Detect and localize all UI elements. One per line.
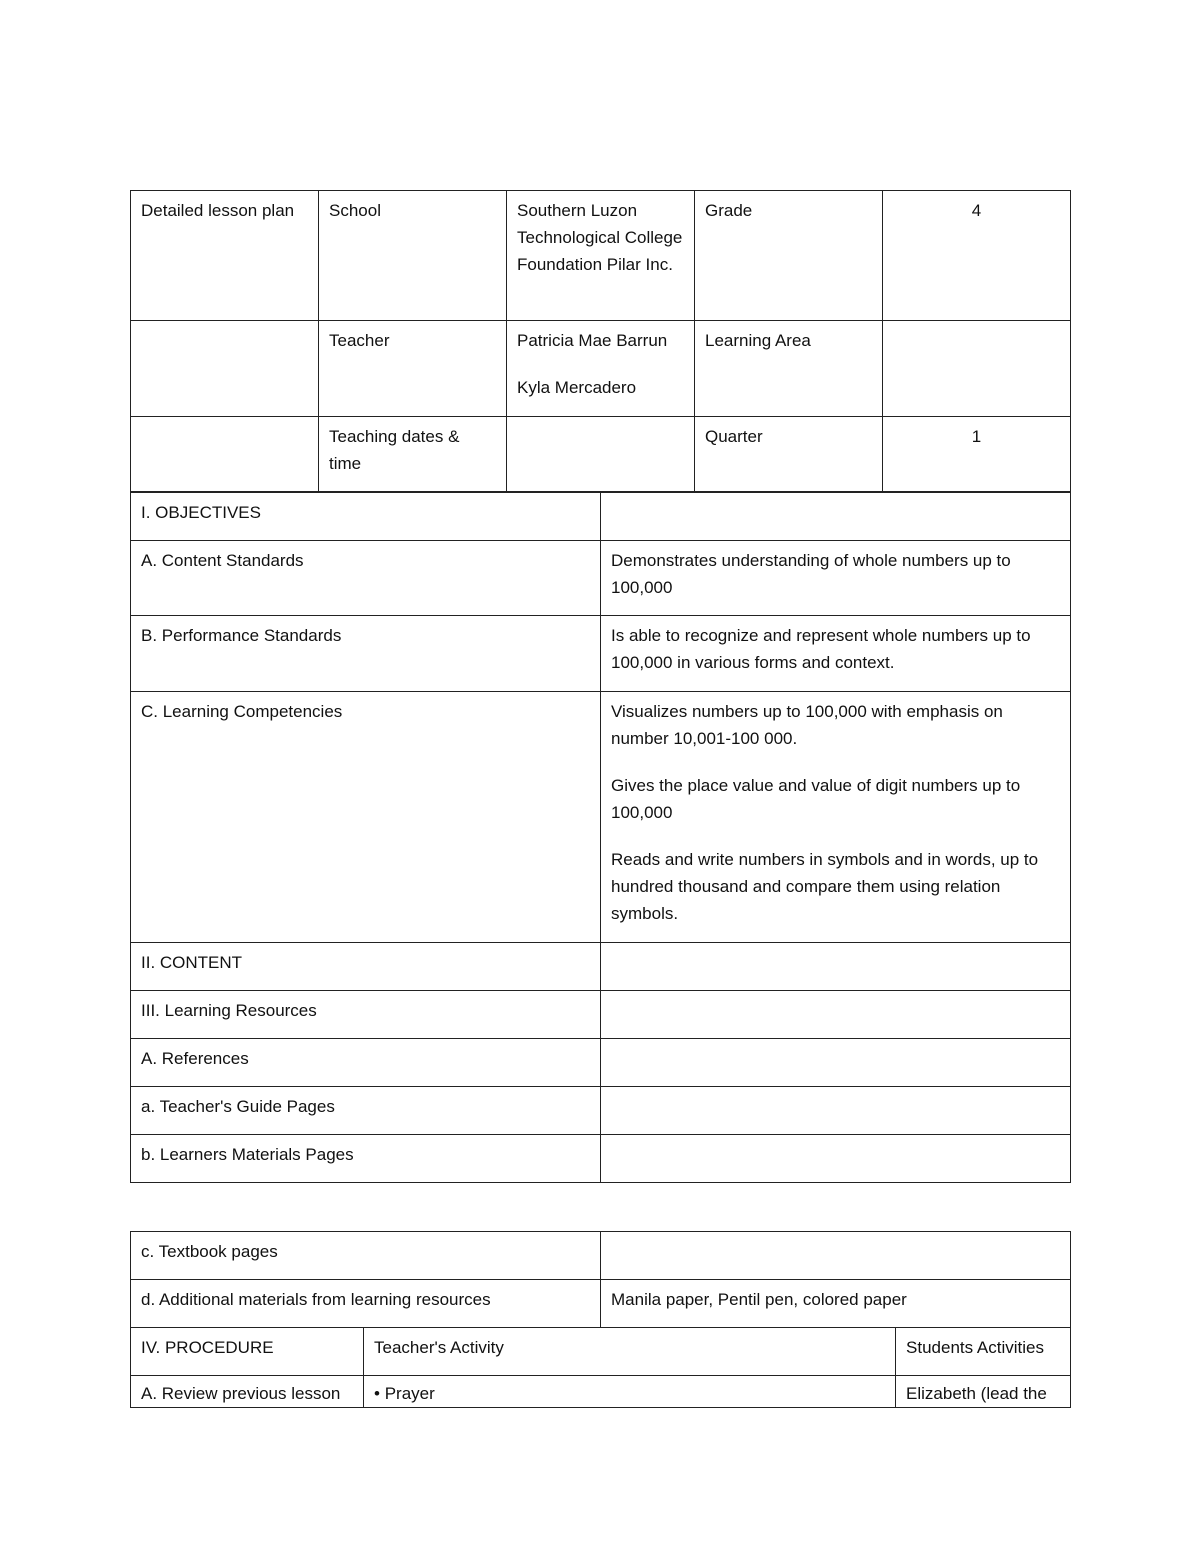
teacher-row (131, 321, 1071, 417)
content-standards-row (131, 541, 1071, 616)
empty-cell (601, 991, 1071, 1039)
teachers-guide-label: a. Teacher's Guide Pages (131, 1087, 601, 1135)
additional-materials-row (131, 1280, 1071, 1328)
review-teacher-text: Prayer (384, 1384, 435, 1403)
quarter-value: 1 (883, 417, 1071, 492)
content-standards-label: A. Content Standards (131, 541, 601, 616)
review-teacher-activity (364, 1376, 896, 1408)
school-value: Southern Luzon Technological College Foundation Pilar Inc. (507, 191, 695, 321)
review-label: A. Review previous lesson (131, 1376, 364, 1408)
students-activity-header: Students Activities (896, 1328, 1071, 1376)
learners-materials-label: b. Learners Materials Pages (131, 1135, 601, 1183)
learning-competencies-value (601, 692, 1071, 943)
competency-item: Visualizes numbers up to 100,000 with emphasis on number 10,001-100 000. (611, 702, 1003, 748)
learning-area-label: Learning Area (695, 321, 883, 417)
additional-materials-value: Manila paper, Pentil pen, colored paper (601, 1280, 1071, 1328)
learning-resources-heading: III. Learning Resources (131, 991, 601, 1039)
empty-cell (601, 493, 1071, 541)
learners-materials-row (131, 1135, 1071, 1183)
school-label: School (319, 191, 507, 321)
learning-resources-row (131, 991, 1071, 1039)
header-row (131, 191, 1071, 321)
competency-item: Gives the place value and value of digit numbers up to 100,000 (611, 776, 1021, 822)
content-row (131, 943, 1071, 991)
empty-cell (601, 1087, 1071, 1135)
textbook-label: c. Textbook pages (131, 1232, 601, 1280)
procedure-heading: IV. PROCEDURE (131, 1328, 364, 1376)
objectives-row (131, 493, 1071, 541)
objectives-heading: I. OBJECTIVES (131, 493, 601, 541)
quarter-label: Quarter (695, 417, 883, 492)
procedure-table (130, 1231, 1071, 1408)
performance-standards-label: B. Performance Standards (131, 616, 601, 692)
references-row (131, 1039, 1071, 1087)
content-standards-value: Demonstrates understanding of whole numbers up to 100,000 (601, 541, 1071, 616)
objectives-table (130, 492, 1071, 1183)
empty-cell (601, 1232, 1071, 1280)
teacher-name-2: Kyla Mercadero (517, 378, 637, 397)
grade-value: 4 (883, 191, 1071, 321)
teaching-dates-value (507, 417, 695, 492)
textbook-row (131, 1232, 1071, 1280)
additional-materials-label: d. Additional materials from learning resources (131, 1280, 601, 1328)
header-table (130, 190, 1071, 492)
learning-area-value (883, 321, 1071, 417)
procedure-header-row (131, 1328, 1071, 1376)
empty-cell (131, 417, 319, 492)
competency-item: Reads and write numbers in symbols and in words, up to hundred thousand and compare them using relation symbols. (611, 850, 1039, 923)
bullet-icon: • (374, 1384, 385, 1403)
empty-cell (131, 321, 319, 417)
learning-competencies-row (131, 692, 1071, 943)
review-row (131, 1376, 1071, 1408)
teacher-label: Teacher (319, 321, 507, 417)
teachers-guide-row (131, 1087, 1071, 1135)
teacher-activity-header: Teacher's Activity (364, 1328, 896, 1376)
empty-cell (601, 1039, 1071, 1087)
teacher-name-1: Patricia Mae Barrun (517, 331, 668, 350)
teaching-dates-label: Teaching dates & time (319, 417, 507, 492)
teacher-value (507, 321, 695, 417)
learning-competencies-label: C. Learning Competencies (131, 692, 601, 943)
content-heading: II. CONTENT (131, 943, 601, 991)
references-label: A. References (131, 1039, 601, 1087)
review-students-activity: Elizabeth (lead the (896, 1376, 1071, 1408)
dates-row (131, 417, 1071, 492)
performance-standards-value: Is able to recognize and represent whole numbers up to 100,000 in various forms and context. (601, 616, 1071, 692)
performance-standards-row (131, 616, 1071, 692)
lesson-plan-title: Detailed lesson plan (131, 191, 319, 321)
grade-label: Grade (695, 191, 883, 321)
content-value (601, 943, 1071, 991)
empty-cell (601, 1135, 1071, 1183)
